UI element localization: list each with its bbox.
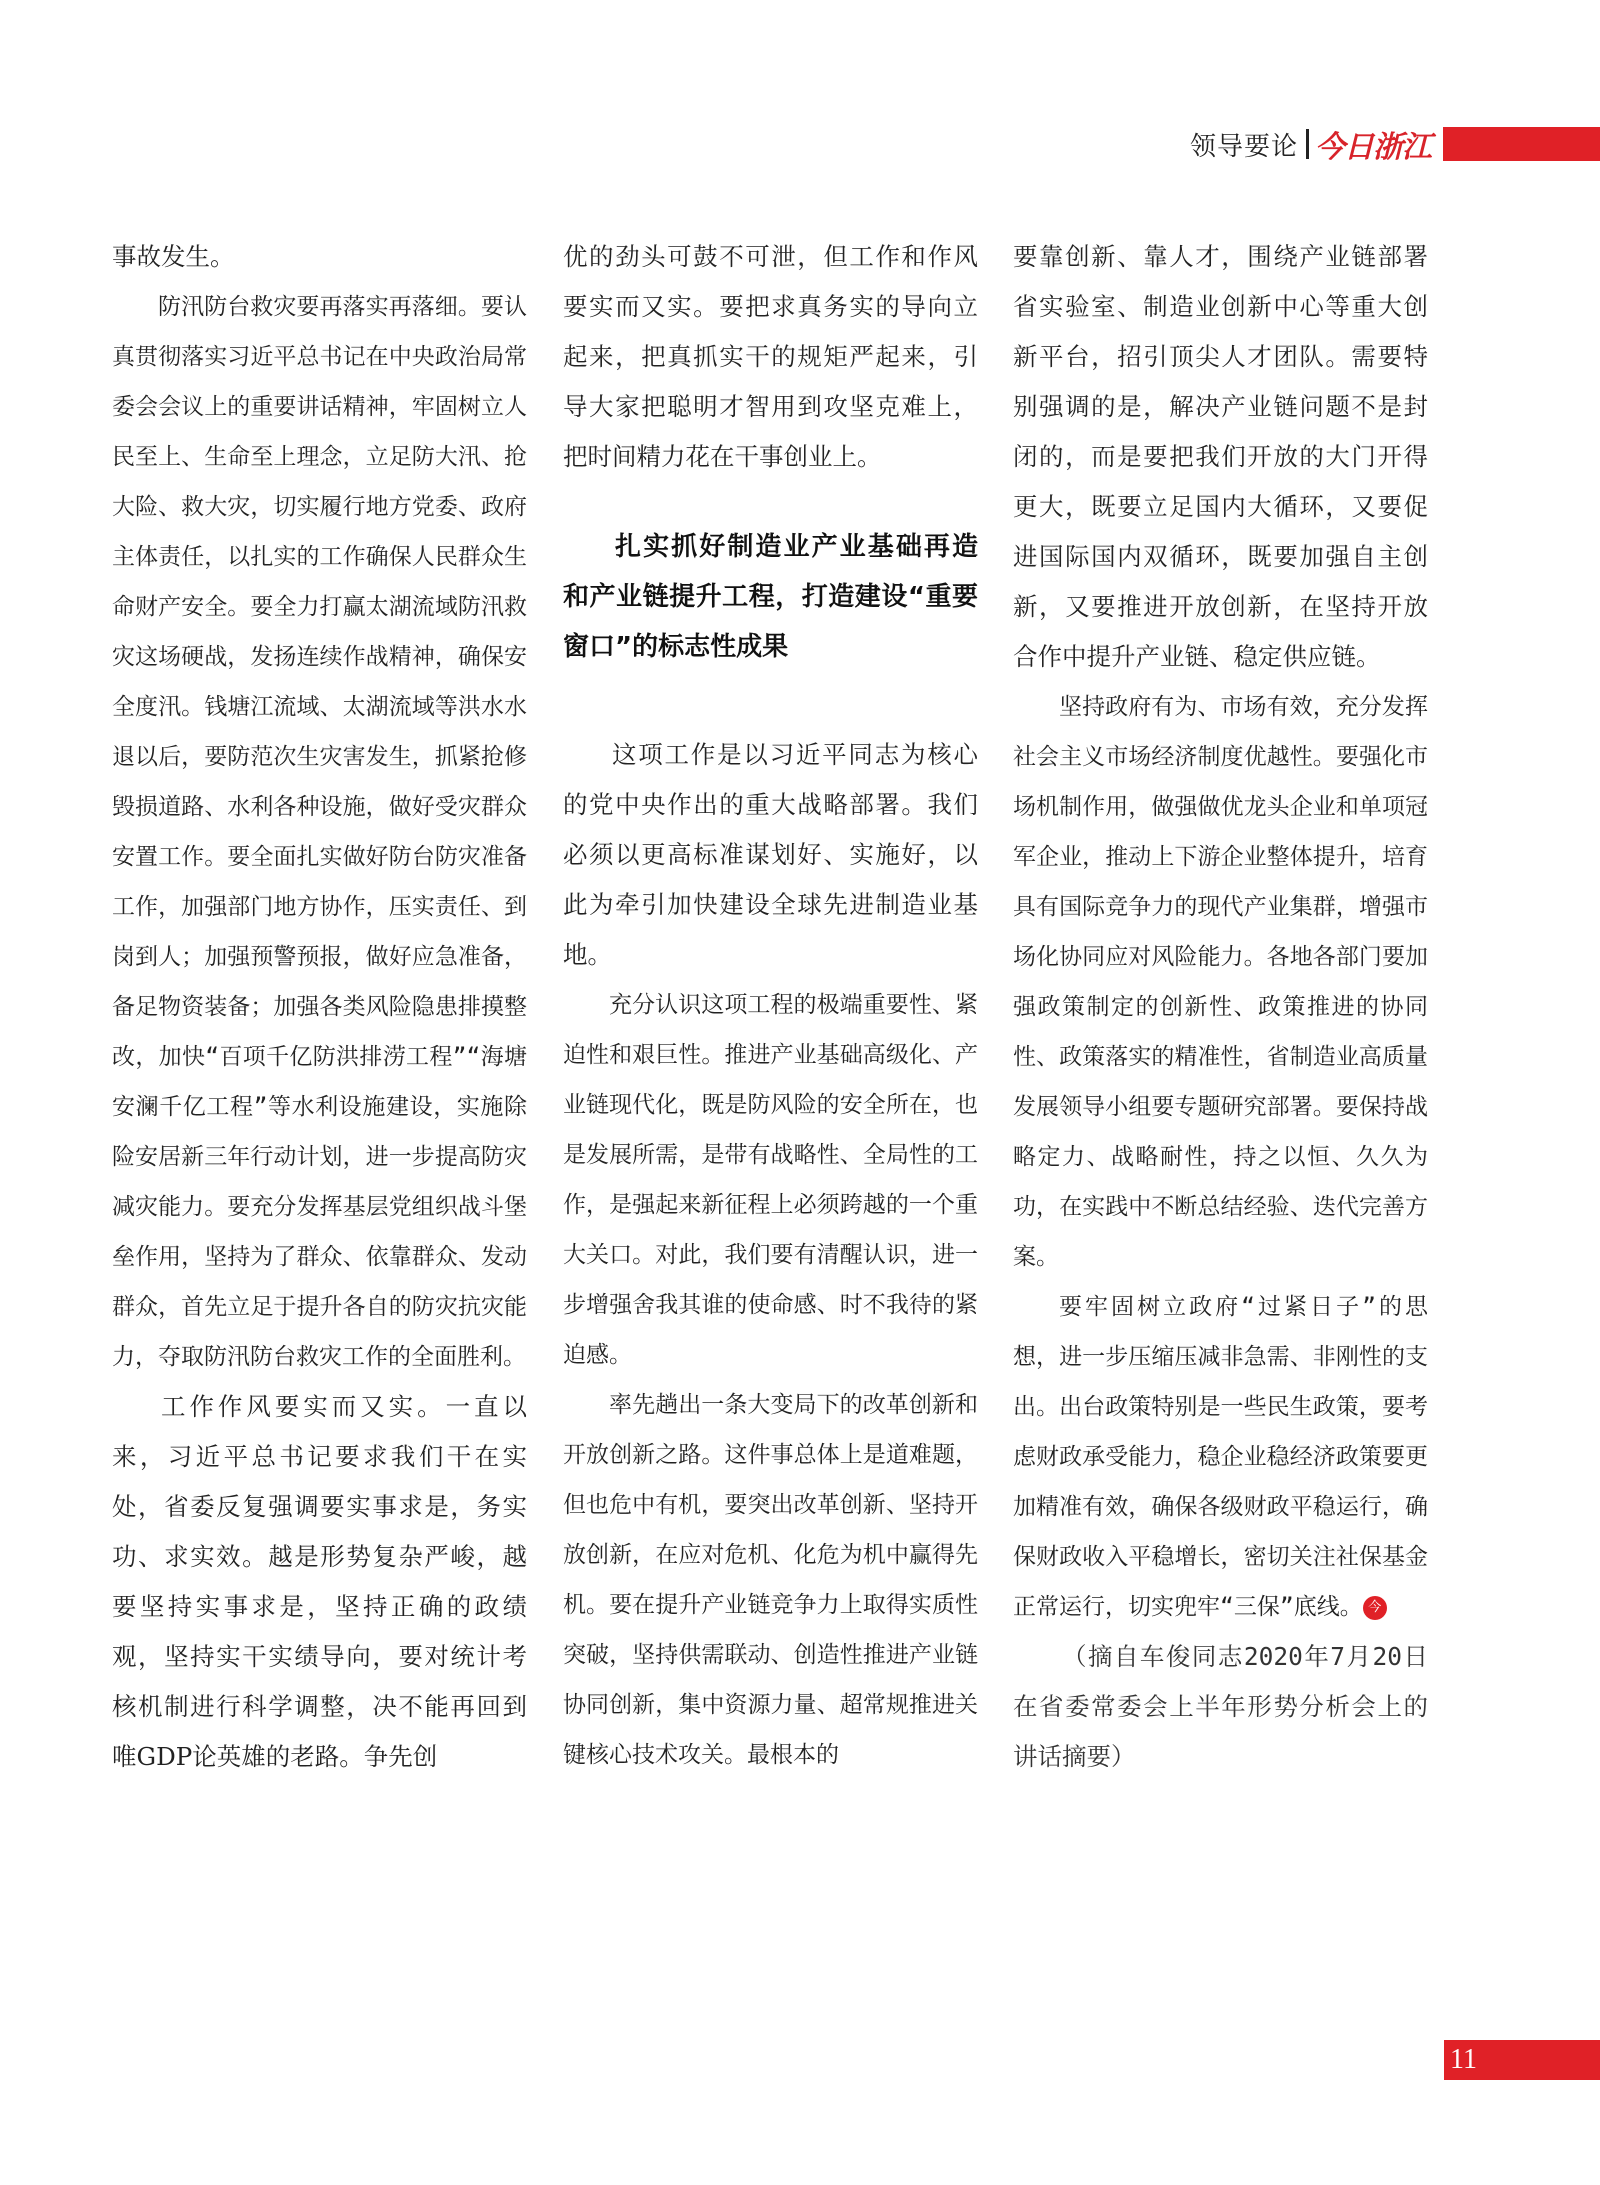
paragraph: 坚持政府有为、市场有效，充分发挥社会主义市场经济制度优越性。要强化市场机制作用，做强做优龙头企业和单项冠军企业，推动上下游企业整体提升，培育具有国际竞争力的现代产业集群，增强市场化协同应对风险能力。各地各部门要加强政策制定的创新性、政策推进的协同性、政策落实的精准性，省制造业高质量发展领导小组要专题研究部署。要保持战略定力、战略耐性，持之以恒、久久为功，在实践中不断总结经验、迭代完善方案。 bbox=[1013, 694, 1428, 1270]
paragraph: 充分认识这项工程的极端重要性、紧迫性和艰巨性。推进产业基础高级化、产业链现代化，既是防风险的安全所在，也是发展所需，是带有战略性、全局性的工作，是强起来新征程上必须跨越的一个重大关口。对此，我们要有清醒认识，进一步增强舍我其谁的使命感、时不我待的紧迫感。 bbox=[563, 992, 978, 1368]
paragraph: 事故发生。 bbox=[112, 242, 235, 271]
paragraph: 工作作风要实而又实。一直以来，习近平总书记要求我们干在实处，省委反复强调要实事求是，务实功、求实效。越是形势复杂严峻，越要坚持实事求是，坚持正确的政绩观，坚持实干实绩导向，要对统计考核机制进行科学调整，决不能再回到唯GDP论英雄的老路。争先创 bbox=[112, 1392, 527, 1771]
paragraph: 这项工作是以习近平同志为核心的党中央作出的重大战略部署。我们必须以更高标准谋划好、实施好，以此为牵引加快建设全球先进制造业基地。 bbox=[563, 740, 978, 969]
header-accent-bar bbox=[1443, 127, 1600, 161]
column-2 bbox=[563, 232, 978, 1780]
paragraph: 率先趟出一条大变局下的改革创新和开放创新之路。这件事总体上是道难题，但也危中有机，要突出改革创新、坚持开放创新，在应对危机、化危为机中赢得先机。要在提升产业链竞争力上取得实质性突破，坚持供需联动、创造性推进产业链协同创新，集中资源力量、超常规推进关键核心技术攻关。最根本的 bbox=[563, 1392, 978, 1768]
paragraph: 优的劲头可鼓不可泄，但工作和作风要实而又实。要把求真务实的导向立起来，把真抓实干的规矩严起来，引导大家把聪明才智用到攻坚克难上，把时间精力花在干事创业上。 bbox=[563, 242, 978, 471]
section-heading: 扎实抓好制造业产业基础再造和产业链提升工程，打造建设“重要窗口”的标志性成果 bbox=[563, 532, 978, 662]
source-note: （摘自车俊同志2020年7月20日在省委常委会上半年形势分析会上的讲话摘要） bbox=[1013, 1642, 1428, 1771]
paragraph: 防汛防台救灾要再落实再落细。要认真贯彻落实习近平总书记在中央政治局常委会会议上的重要讲话精神，牢固树立人民至上、生命至上理念，立足防大汛、抢大险、救大灾，切实履行地方党委、政府主体责任，以扎实的工作确保人民群众生命财产安全。要全力打赢太湖流域防汛救灾这场硬战，发扬连续作战精神，确保安全度汛。钱塘江流域、太湖流域等洪水水退以后，要防范次生灾害发生，抓紧抢修毁损道路、水利各种设施，做好受灾群众安置工作。要全面扎实做好防台防灾准备工作，加强部门地方协作，压实责任、到岗到人；加强预警预报，做好应急准备，备足物资装备；加强各类风险隐患排摸整改，加快“百项千亿防洪排涝工程”“海塘安澜千亿工程”等水利设施建设，实施除险安居新三年行动计划，进一步提高防灾减灾能力。要充分发挥基层党组织战斗堡垒作用，坚持为了群众、依靠群众、发动群众，首先立足于提升各自的防灾抗灾能力，夺取防汛防台救灾工作的全面胜利。 bbox=[112, 294, 527, 1370]
page-number: 11 bbox=[1444, 2040, 1600, 2080]
paragraph: 要靠创新、靠人才，围绕产业链部署省实验室、制造业创新中心等重大创新平台，招引顶尖人才团队。需要特别强调的是，解决产业链问题不是封闭的，而是要把我们开放的大门开得更大，既要立足国内大循环，又要促进国际国内双循环，既要加强自主创新，又要推进开放创新，在坚持开放合作中提升产业链、稳定供应链。 bbox=[1013, 242, 1428, 671]
paragraph-text: 要牢固树立政府“过紧日子”的思想，进一步压缩压减非急需、非刚性的支出。出台政策特别是一些民生政策，要考虑财政承受能力，稳企业稳经济政策要更加精准有效，确保各级财政平稳运行，确保财政收入平稳增长，密切关注社保基金正常运行，切实兜牢“三保”底线。 bbox=[1013, 1294, 1428, 1620]
end-mark-icon: 今 bbox=[1363, 1596, 1387, 1620]
section-label: 领导要论 bbox=[1190, 131, 1299, 162]
page-header bbox=[1190, 124, 1600, 164]
column-3 bbox=[1013, 232, 1428, 1782]
magazine-logo: 今日浙江 bbox=[1315, 130, 1432, 165]
column-1 bbox=[112, 232, 527, 1782]
paragraph bbox=[1013, 1282, 1428, 1632]
header-divider bbox=[1306, 129, 1309, 159]
